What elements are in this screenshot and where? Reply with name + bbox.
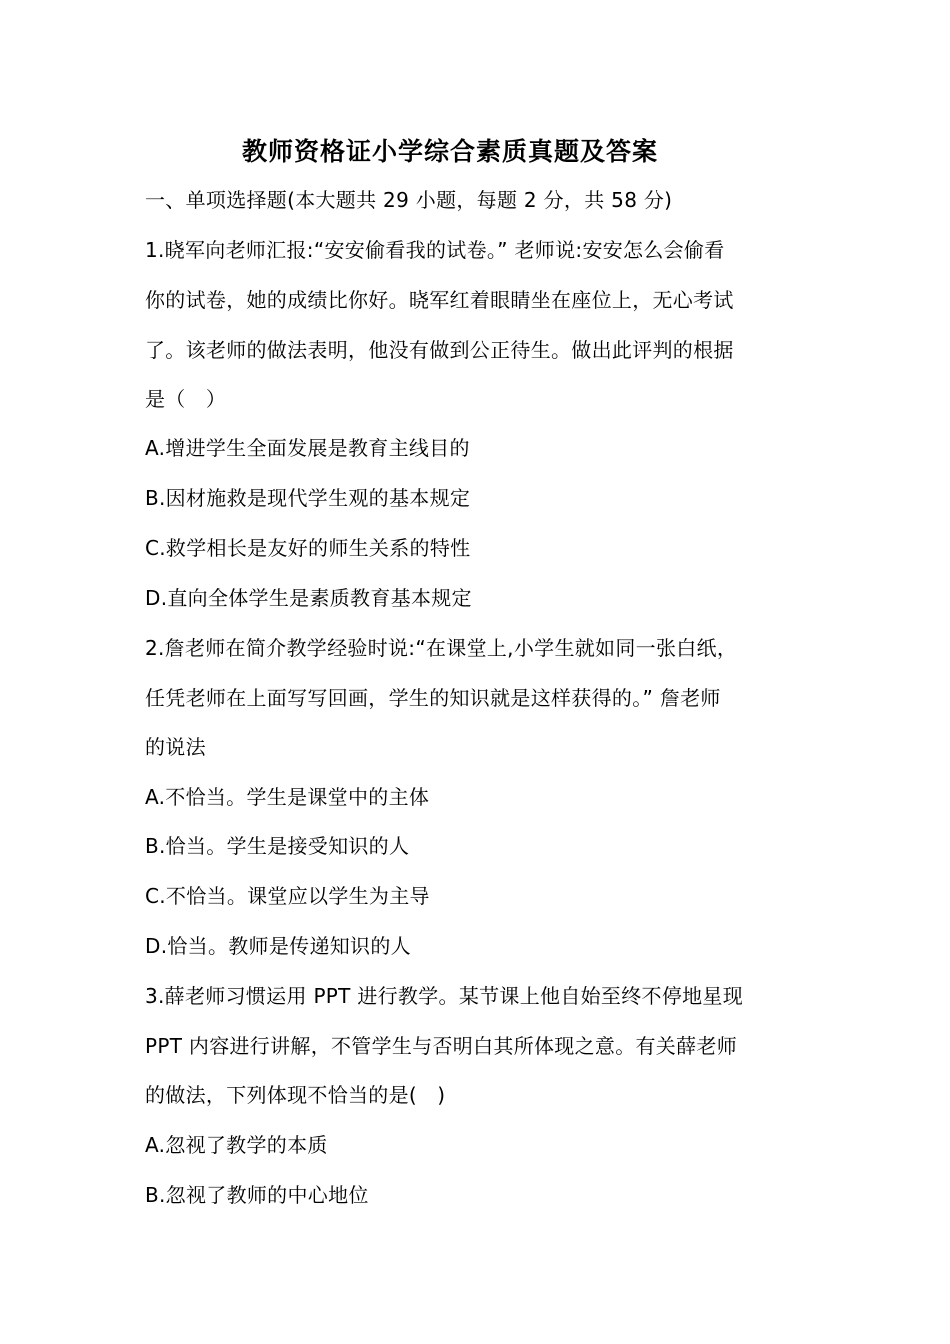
question-3-line-2: PPT 内容进行讲解，不管学生与否明白其所体现之意。有关薛老师	[145, 1034, 737, 1058]
question-3-line-1: 3.薛老师习惯运用 PPT 进行教学。某节课上他自始至终不停地星现	[145, 984, 744, 1008]
question-1-option-d: D.直向全体学生是素质教育基本规定	[145, 586, 472, 610]
question-3-line-3: 的做法，下列体现不恰当的是( )	[145, 1083, 446, 1107]
question-1-option-a: A.增进学生全面发展是教育主线目的	[145, 436, 470, 460]
question-2-line-3: 的说法	[145, 735, 206, 759]
section-heading: 一、单项选择题(本大题共 29 小题，每题 2 分，共 58 分)	[145, 188, 673, 212]
question-1-line-3: 了。该老师的做法表明，他没有做到公正待生。做出此评判的根据	[145, 338, 734, 362]
question-1-option-b: B.因材施救是现代学生观的基本规定	[145, 486, 471, 510]
question-1-line-4: 是（ ）	[145, 387, 227, 411]
question-2-option-a: A.不恰当。学生是课堂中的主体	[145, 785, 430, 809]
question-2-option-d: D.恰当。教师是传递知识的人	[145, 934, 411, 958]
question-3-option-a: A.忽视了教学的本质	[145, 1133, 328, 1157]
question-1-line-1: 1.晓军向老师汇报:“安安偷看我的试卷。” 老师说:安安怎么会偷看	[145, 238, 725, 262]
question-1-option-c: C.救学相长是友好的师生关系的特性	[145, 536, 471, 560]
question-2-line-2: 任凭老师在上面写写回画，学生的知识就是这样获得的。” 詹老师	[145, 686, 721, 710]
question-2-option-b: B.恰当。学生是接受知识的人	[145, 834, 410, 858]
question-1-line-2: 你的试卷，她的成绩比你好。晓军红着眼睛坐在座位上，无心考试	[145, 288, 734, 312]
document-title: 教师资格证小学综合素质真题及答案	[241, 137, 658, 166]
question-3-option-b: B.忽视了教师的中心地位	[145, 1183, 369, 1207]
question-2-option-c: C.不恰当。课堂应以学生为主导	[145, 884, 430, 908]
question-2-line-1: 2.詹老师在简介教学经验时说:“在课堂上,小学生就如同一张白纸，	[145, 636, 738, 660]
